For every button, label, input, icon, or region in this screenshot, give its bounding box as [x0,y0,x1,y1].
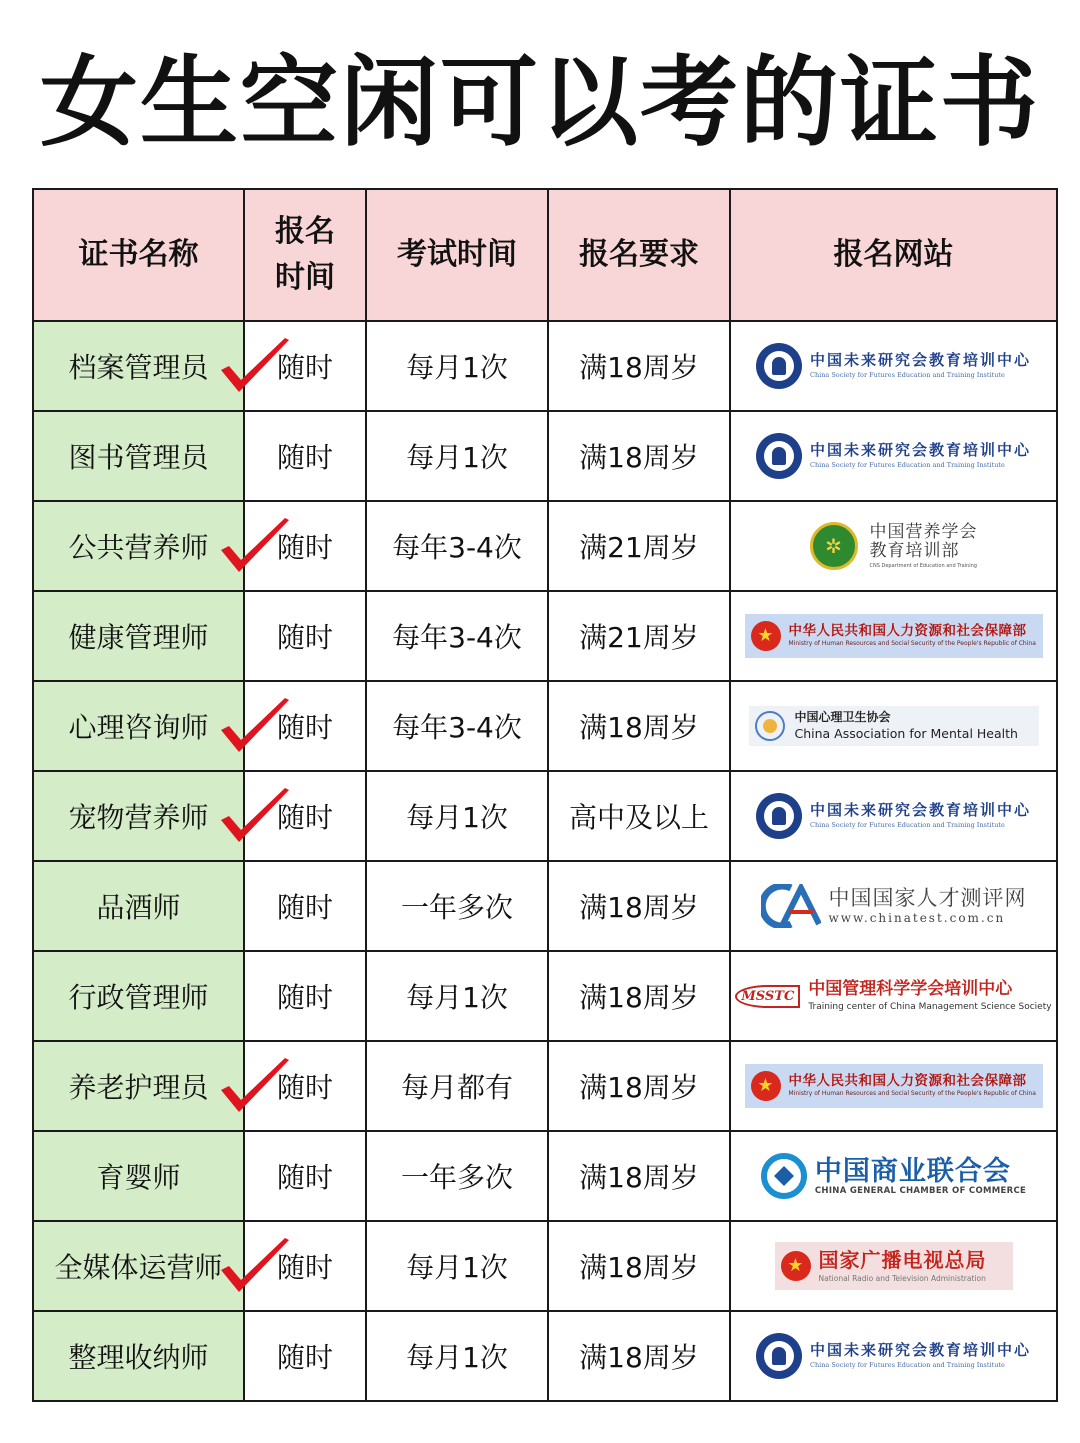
cert-name: 档案管理员 [68,351,209,384]
cert-name-cell [33,1041,244,1131]
website-cell [730,411,1057,501]
table-row [33,1311,1057,1401]
website-cell [730,591,1057,681]
requirement-cell: 满18周岁 [548,951,730,1041]
header-reg-time-line2: 时间 [275,260,335,295]
checkmark-icon [215,1236,295,1302]
exam-time-cell: 每年3-4次 [366,501,548,591]
table-row [33,501,1057,591]
reg-time-cell: 随时 [244,1131,366,1221]
national-emblem-icon: ★ [751,621,781,651]
national-emblem-icon: ★ [781,1251,811,1281]
cert-name: 养老护理员 [68,1071,209,1104]
reg-time-cell: 随时 [244,771,366,861]
reg-time-cell: 随时 [244,591,366,681]
cert-name-cell [33,1221,244,1311]
cert-name: 品酒师 [96,891,181,924]
cert-name: 行政管理师 [68,981,209,1014]
requirement-cell: 满18周岁 [548,321,730,411]
table-row [33,771,1057,861]
exam-time-cell: 每月1次 [366,411,548,501]
exam-time-cell: 每月1次 [366,771,548,861]
table-row [33,951,1057,1041]
reg-time-cell: 随时 [244,501,366,591]
exam-time-cell: 一年多次 [366,861,548,951]
futures-seal-icon [756,343,802,389]
cert-name: 心理咨询师 [68,711,209,744]
exam-time-cell: 每月1次 [366,951,548,1041]
checkmark-icon [215,1056,295,1122]
website-cell [730,1041,1057,1131]
table-row [33,1131,1057,1221]
cert-name: 全媒体运营师 [54,1251,223,1284]
website-cell [730,681,1057,771]
exam-time-cell: 每月都有 [366,1041,548,1131]
cgcc-logo: 中国商业联合会 CHINA GENERAL CHAMBER OF COMMERCE [731,1132,1056,1220]
website-cell [730,861,1057,951]
requirement-cell: 满18周岁 [548,1041,730,1131]
table-row [33,1041,1057,1131]
website-cell [730,1311,1057,1401]
checkmark-icon [215,696,295,762]
requirement-cell: 满18周岁 [548,1221,730,1311]
reg-time-cell: 随时 [244,1221,366,1311]
mohrss-logo: ★ 中华人民共和国人力资源和社会保障部 Ministry of Human Resources and Social Security of the People's Republic of China [731,592,1056,680]
table-row [33,1221,1057,1311]
futures-seal-icon [756,433,802,479]
requirement-cell: 满18周岁 [548,1131,730,1221]
mssc-logo: MSSTC 中国管理科学学会培训中心 Training center of China Management Science Society [731,952,1056,1040]
cgcc-mark-icon [761,1153,807,1199]
header-cert-name: 证书名称 [33,189,244,321]
futures-society-logo: 中国未来研究会教育培训中心 China Society for Futures Education and Training Institute [731,772,1056,860]
national-emblem-icon: ★ [751,1071,781,1101]
checkmark-icon [215,786,295,852]
website-cell [730,1221,1057,1311]
requirement-cell: 满18周岁 [548,861,730,951]
table-row [33,321,1057,411]
cert-name-cell [33,1131,244,1221]
header-reg-time [244,189,366,321]
mssc-mark-icon: MSSTC [735,985,800,1008]
cert-name-cell [33,501,244,591]
checkmark-icon [215,516,295,582]
website-cell [730,771,1057,861]
chinatest-logo: 中国国家人才测评网 www.chinatest.com.cn [731,862,1056,950]
mental-health-logo: 中国心理卫生协会 China Association for Mental Health [731,682,1056,770]
cert-name-cell [33,951,244,1041]
table-header-row [33,189,1057,321]
cert-name-cell [33,411,244,501]
header-website: 报名网站 [730,189,1057,321]
website-cell [730,1131,1057,1221]
website-cell [730,951,1057,1041]
chinatest-mark-icon [761,884,821,928]
exam-time-cell: 每月1次 [366,1311,548,1401]
cert-name-cell [33,681,244,771]
website-cell [730,501,1057,591]
header-reg-time-line1: 报名 [275,214,335,249]
futures-society-logo: 中国未来研究会教育培训中心 China Society for Futures Education and Training Institute [731,1312,1056,1400]
exam-time-cell: 每月1次 [366,321,548,411]
exam-time-cell: 每年3-4次 [366,681,548,771]
mental-health-seal-icon [755,711,785,741]
requirement-cell: 满21周岁 [548,591,730,681]
reg-time-cell: 随时 [244,1311,366,1401]
futures-seal-icon [756,1333,802,1379]
reg-time-cell: 随时 [244,1041,366,1131]
cert-name: 图书管理员 [68,441,209,474]
table-row [33,681,1057,771]
nutrition-society-logo: ✲ 中国营养学会 教育培训部 CNS Department of Education and Training [731,502,1056,590]
requirement-cell: 满18周岁 [548,1311,730,1401]
futures-society-logo: 中国未来研究会教育培训中心 China Society for Futures Education and Training Institute [731,322,1056,410]
reg-time-cell: 随时 [244,411,366,501]
certificate-table [32,188,1058,1402]
cert-name-cell [33,771,244,861]
exam-time-cell: 一年多次 [366,1131,548,1221]
table-row [33,411,1057,501]
cert-name: 公共营养师 [68,531,209,564]
requirement-cell: 满18周岁 [548,681,730,771]
nrta-logo: ★ 国家广播电视总局 National Radio and Television Administration [731,1222,1056,1310]
requirement-cell: 高中及以上 [548,771,730,861]
reg-time-cell: 随时 [244,861,366,951]
checkmark-icon [215,336,295,402]
cert-name: 宠物营养师 [68,801,209,834]
exam-time-cell: 每月1次 [366,1221,548,1311]
cert-name-cell [33,1311,244,1401]
futures-seal-icon [756,793,802,839]
reg-time-cell: 随时 [244,951,366,1041]
cert-name: 整理收纳师 [68,1341,209,1374]
wheat-seal-icon: ✲ [810,522,858,570]
cert-name-cell [33,861,244,951]
mohrss-logo: ★ 中华人民共和国人力资源和社会保障部 Ministry of Human Resources and Social Security of the People's Republic of China [731,1042,1056,1130]
cert-name-cell [33,321,244,411]
website-cell [730,321,1057,411]
table-row [33,591,1057,681]
header-exam-time: 考试时间 [366,189,548,321]
reg-time-cell: 随时 [244,321,366,411]
header-requirement: 报名要求 [548,189,730,321]
page-title: 女生空闲可以考的证书 [39,46,1040,160]
requirement-cell: 满18周岁 [548,411,730,501]
requirement-cell: 满21周岁 [548,501,730,591]
table-row [33,861,1057,951]
exam-time-cell: 每年3-4次 [366,591,548,681]
reg-time-cell: 随时 [244,681,366,771]
cert-name-cell [33,591,244,681]
cert-name: 育婴师 [96,1161,181,1194]
cert-name: 健康管理师 [68,621,209,654]
futures-society-logo: 中国未来研究会教育培训中心 China Society for Futures Education and Training Institute [731,412,1056,500]
